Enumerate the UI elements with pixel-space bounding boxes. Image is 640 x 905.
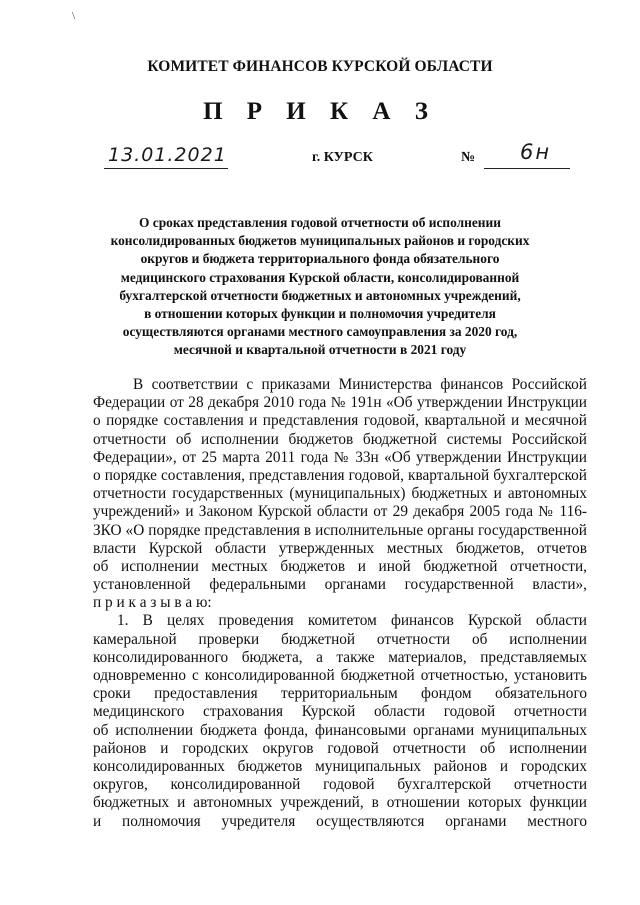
subject-line: бухгалтерской отчетности бюджетных и автономных учреждений,	[119, 287, 521, 303]
subject-line: осуществляются органами местного самоуправления за 2020 год,	[122, 324, 518, 340]
body-line: консолидированных бюджетов муниципальных районов и городских	[93, 757, 587, 775]
body-line: установленной федеральными органами государственной власти»,	[93, 576, 587, 594]
handwritten-date: 13.01.2021	[108, 144, 227, 166]
order-subject	[92, 214, 548, 360]
body-line: отчетности государственных (муниципальных) бюджетных и автономных	[93, 485, 587, 503]
order-directive: п р и к а з ы в а ю:	[93, 594, 212, 612]
date-underline	[104, 168, 228, 169]
subject-line: в отношении которых функции и полномочия учредителя	[144, 306, 496, 322]
body-line: сроки предоставления территориальным фондом обязательного	[93, 685, 587, 703]
body-line: власти Курской области утвержденных местных бюджетов, отчетов	[93, 539, 587, 557]
order-body	[93, 376, 587, 831]
body-line: и полномочия учредителя осуществляются органами местного	[93, 812, 587, 830]
body-line: медицинского страхования Курской области годовой отчетности	[93, 703, 587, 721]
body-line: бюджетных и автономных учреждений, в отношении которых функции	[93, 794, 587, 812]
body-line: об исполнении бюджета фонда, финансовыми органами муниципальных	[93, 721, 587, 739]
committee-heading: КОМИТЕТ ФИНАНСОВ КУРСКОЙ ОБЛАСТИ	[147, 58, 493, 75]
subject-line: медицинского страхования Курской области, консолидированной	[120, 269, 520, 285]
body-line: В соответствии с приказами Министерства финансов Российской	[133, 376, 587, 393]
body-line: 1. В целях проведения комитетом финансов Курской области	[117, 612, 587, 630]
body-line: округов, консолидированной годовой бухгалтерской отчетности	[93, 776, 587, 794]
subject-line: О сроках представления годовой отчетности об исполнении	[139, 215, 501, 230]
body-line: об исполнении местных бюджетов и иной бюджетной отчетности,	[93, 557, 587, 575]
body-line: о порядке составления, представления годовой, квартальной бухгалтерской	[93, 466, 587, 484]
number-underline	[484, 168, 570, 169]
subject-line: месячной и квартальной отчетности в 2021 году	[173, 342, 467, 358]
subject-line: консолидированных бюджетов муниципальных районов и городских	[110, 233, 530, 249]
subject-line: округов и бюджета территориального фонда обязательного	[140, 251, 500, 267]
body-line: ЗКО «О порядке представления в исполнительные органы государственной	[93, 521, 587, 539]
body-line: камеральной проверки бюджетной отчетности об исполнении	[93, 630, 587, 648]
body-line: районов и городских округов годовой отчетности об исполнении	[93, 739, 587, 757]
body-line: учреждений» и Законом Курской области от 29 декабря 2005 года № 116-	[93, 503, 587, 521]
order-title: П Р И К А З	[203, 98, 437, 125]
handwritten-number: 6н	[520, 140, 552, 164]
city-label: г. КУРСК	[312, 150, 373, 165]
body-line: консолидированного бюджета, а также материалов, представляемых	[93, 648, 587, 666]
body-line: Федерации», от 25 марта 2011 года № 33н «Об утверждении Инструкции	[93, 448, 587, 466]
body-line: о порядке составления и представления годовой, квартальной и месячной	[93, 412, 587, 430]
body-line: одновременно с консолидированной бюджетной отчетностью, установить	[93, 667, 587, 684]
body-line: отчетности об исполнении бюджетов бюджетной системы Российской	[93, 430, 587, 448]
scan-mark: \	[72, 10, 76, 22]
body-line: Федерации от 28 декабря 2010 года № 191н «Об утверждении Инструкции	[93, 394, 587, 412]
number-label: №	[461, 150, 476, 165]
